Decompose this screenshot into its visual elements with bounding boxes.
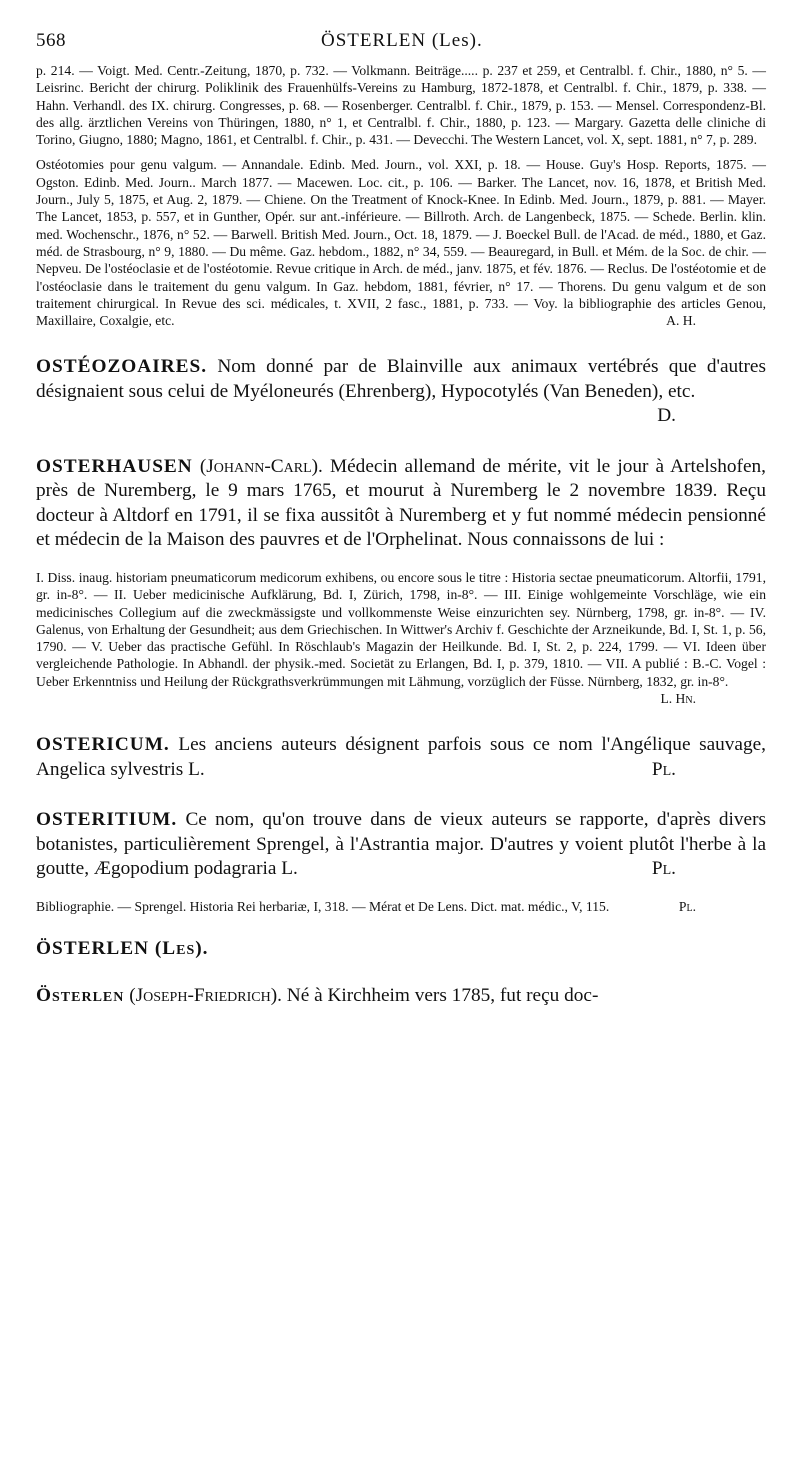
running-title: ÖSTERLEN (Les).: [321, 30, 483, 51]
author-signature: A. H.: [666, 313, 696, 329]
author-signature: L. Hn.: [660, 691, 696, 707]
entry-text: Nom donné par de Blainville aux animaux vertébrés que d'autres désignaient sous celui de Myéloneurés (Ehrenberg), Hypocotylés (Van Beneden), etc.: [36, 356, 766, 402]
works-list: [36, 569, 766, 707]
entry-text: Médecin allemand de mérite, vit le jour à Artelshofen, près de Nuremberg, le 9 mars 1765, et mourut à Nuremberg le 2 novembre 1839. Reçu docteur à Altdorf en 1791, il se fixa aussitôt à Nuremberg et y fut nommé médecin pensionné et médecin de la Maison des pauvres et de l'Orphelinat. Nous connaissons de lui :: [36, 455, 766, 551]
entry-text: Les anciens auteurs désignent parfois sous ce nom l'Angélique sauvage, Angelica sylvestris L.: [36, 734, 766, 780]
bibliography-text: Bibliographie. — Sprengel. Historia Rei herbariæ, I, 318. — Mérat et De Lens. Dict. mat. médic., V, 115.: [36, 898, 610, 914]
entry-osteritium: [36, 808, 766, 915]
page-number: 568: [36, 30, 66, 51]
entry-osteozoaires: [36, 355, 766, 429]
entry-headword: ÖSTERLEN (Les).: [36, 938, 209, 960]
author-signature: Pl.: [651, 758, 676, 780]
entry-ostericum: [36, 733, 766, 782]
entry-osterhausen: [36, 455, 766, 707]
bibliography-paragraph: p. 214. — Voigt. Med. Centr.-Zeitung, 1870, p. 732. — Volkmann. Beiträge..... p. 237 et 259, et Centralbl. f. Chir., 1880, n° 5. — Leisrinc. Bericht der chirurg. Poliklinik des Frauenhülfs-Vereins zu Hamburg, 1872-1878, et Centralbl. f. Chir., 1879, p. 338. — Hahn. Verhandl. des IX. chirurg. Congresses, p. 68. — Rosenberger. Centralbl. f. Chir., 1879, p. 153. — Mensel. Correspondenz-Bl. des allg. ärztlichen Vereins von Thüringen, 1880, n° 1, et Centralbl. f. Chir., 1880, p. 123. — Margary. Gazetta delle cliniche di Torino, Giugno, 1880; Magno, 1861, et Centralbl. f. Chir., p. 431. — Devecchi. The Western Lancet, vol. X, sept. 1881, n° 7, p. 289.: [36, 63, 766, 148]
author-signature: D.: [657, 405, 676, 427]
entry-headword: Österlen: [36, 984, 125, 1006]
entry-text: Né à Kirchheim vers 1785, fut reçu doc-: [286, 984, 599, 1006]
bibliography-continuation: [36, 62, 766, 329]
entry-headword: OSTERITIUM.: [36, 809, 178, 831]
entry-person-name: (Joseph-Friedrich).: [129, 984, 282, 1006]
entry-headword: OSTERICUM.: [36, 734, 170, 756]
works-text: I. Diss. inaug. historiam pneumaticorum medicorum exhibens, ou encore sous le titre : Historia sectae pneumaticorum. Altorfii, 1791, gr. in-8°. — II. Ueber medicinische Aufklärung, Bd. I, Zürich, 1798, in-8°. — III. Einige wohlgemeinte Vorschläge, wie ein medicinisches Collegium auf die zweckmässigste und vollkommenste Weise einzurichten sey. Nürnberg, 1798, gr. in-8°. — IV. Galenus, von Erhaltung der Gesundheit; aus dem Griechischen. In Wittwer's Archiv f. Geschichte der Arzneikunde, Bd. I, St. 1, p. 56, 1790. — V. Ueber das practische Gefühl. In Röschlaub's Magazin der Heilkunde. Bd. I, St. 2, p. 224, 1799. — VI. Ideen über vergleichende Pathologie. In Abhandl. der physik.-med. Societät zu Erlangen, Bd. I, p. 379, 1810. — VII. A publié : B.-C. Vogel : Ueber Erkenntniss und Heilung der Rückgrathsverkrümmungen mit Lähmung, vorzüglich der Füsse. Nürnberg, 1832, gr. in-8°.: [36, 569, 766, 689]
entry-headword: OSTERHAUSEN: [36, 455, 193, 477]
author-signature: Pl.: [651, 858, 676, 880]
osteotomies-bibliography: Ostéotomies pour genu valgum. — Annandale. Edinb. Med. Journ., vol. XXI, p. 18. — House. Guy's Hosp. Reports, 1875. — Ogston. Edinb. Med. Journ.. March 1877. — Macewen. Loc. cit., p. 106. — Barker. The Lancet, nov. 16, 1878, et British Med. Journ., July 5, 1875, et Aug. 2, 1879. — Chiene. On the Treatment of Knock-Knee. In Edinb. Med. Journ., 1879, p. 881. — Mayer. The Lancet, 1853, p. 557, et in Gunther, Opér. sur ant.-inférieure. — Billroth. Arch. de Langenbeck, 1875. — Schede. Berlin. klin. med. Wochenschr., 1876, n° 52. — Barwell. British Med. Journ., Oct. 18, 1879. — J. Boeckel Bull. de l'Acad. de méd., 1880, et Gaz. méd. de Strasbourg, n° 9, 1880. — Du même. Gaz. hebdom., 1882, n° 34, 559. — Beauregard, in Bull. et Mém. de la Soc. de chir. — Nepveu. De l'ostéoclasie et de l'ostéotomie. Revue critique in Arch. de méd., janv. 1875, et fév. 1876. — Reclus. De l'ostéotomie et de l'ostéoclasie dans le traitement du genu valgum. In Gaz. hebdom, 1881, février, n° 17. — Thorens. Du genu valgum et de son traitement chirurgical. In Revue des sci. médicales, t. XVII, 2 fasc., 1881, p. 733. — Voy. la bibliographie des articles Genou, Maxillaire, Coxalgie, etc.: [36, 157, 766, 329]
entry-osterlen-joseph: [36, 984, 766, 1009]
author-signature: Pl.: [678, 898, 696, 914]
entry-osterlen-les: [36, 937, 766, 962]
bibliography-paragraph: [36, 156, 766, 329]
bibliography-paragraph: [36, 898, 766, 915]
entry-person-name: (Johann-Carl).: [199, 455, 323, 477]
entry-headword: OSTÉOZOAIRES.: [36, 356, 208, 378]
entry-text: Ce nom, qu'on trouve dans de vieux auteurs se rapporte, d'après divers botanistes, particulièrement Sprengel, à l'Astrantia major. D'autres y voient plutôt l'herbe à la goutte, Ægopodium podagraria L.: [36, 809, 766, 880]
page-header: [36, 30, 766, 52]
